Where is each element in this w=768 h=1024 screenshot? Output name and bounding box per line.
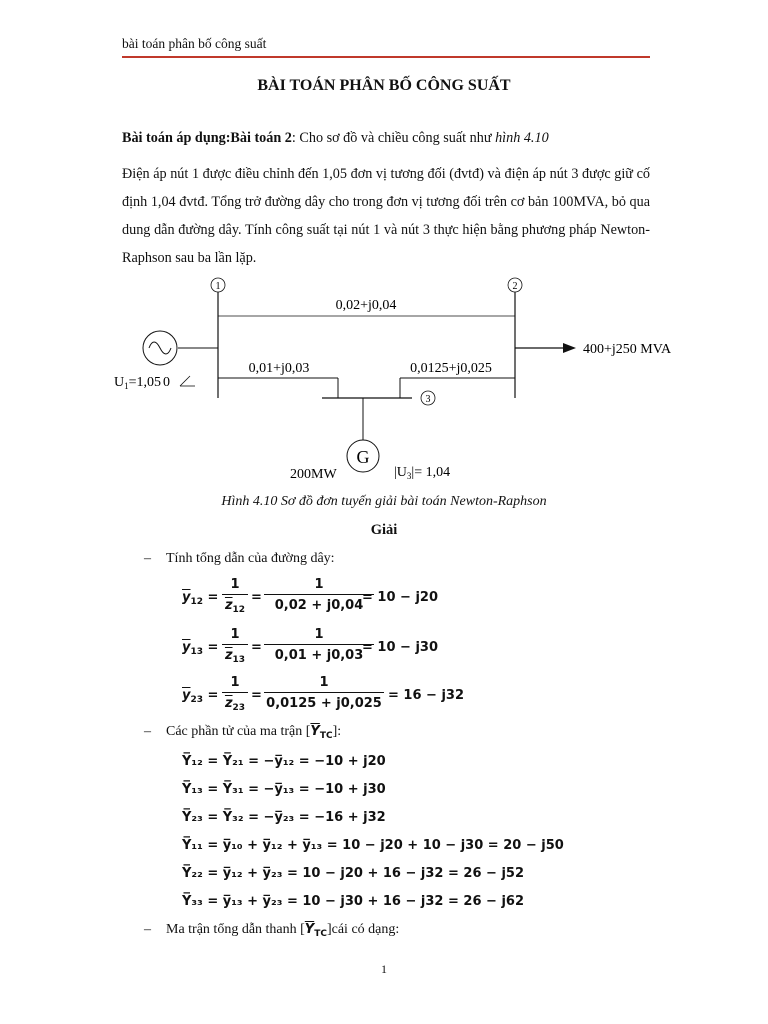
header-rule (122, 56, 650, 58)
problem-body: Điện áp nút 1 được điều chỉnh đến 1,05 đơn vị tương đối (đvtđ) và điện áp nút 3 được giữ cố định 1,04 đvtđ. Tổng trở đường dây cho trong đơn vị tương đối trên cơ bản 100MVA, bỏ qua dung dẫn đường dây. Tính công suất tại nút 1 và nút 3 thực hiện bằng phương pháp Newton-Raphson sau ba lần lặp. (122, 166, 650, 266)
impedance-13: 0,01+j0,03 (248, 361, 310, 376)
problem-label: Bài toán áp dụng:Bài toán 2 (122, 130, 292, 146)
bullet-matrix-form: – Ma trận tổng dẫn thanh $[\overline{Y}_{TC}]cái$ có dạng: (144, 922, 400, 939)
element-y13: Y̅₁₃ = Y̅₃₁ = −y̅₁₃ = −10 + j30 (182, 782, 386, 797)
problem-intro (122, 124, 650, 152)
adm-result-12: = 10 − j20 (362, 590, 439, 605)
element-y11: Y̅₁₁ = y̅₁₀ + y̅₁₂ + y̅₁₃ = 10 − j20 + 10 − j30 = 20 − j50 (182, 838, 564, 853)
adm-frac2-12: $\frac{1}{0,02 + j0,04}$ (264, 577, 374, 613)
generator-label: G (356, 447, 370, 467)
u1-label: $U_1=1,05$ 0 (114, 375, 171, 391)
adm-frac1-23: $\frac{1}{\overline{z}_{23}}$ (222, 675, 248, 713)
element-y12: Y̅₁₂ = Y̅₂₁ = −y̅₁₂ = −10 + j20 (182, 754, 386, 769)
impedance-23: 0,0125+j0,025 (410, 361, 492, 376)
element-y22: Y̅₂₂ = y̅₁₂ + y̅₂₃ = 10 − j20 + 16 − j32 = 26 − j52 (182, 866, 524, 881)
problem-intro-text: : Cho sơ đồ và chiều công suất như (291, 130, 496, 146)
impedance-12: 0,02+j0,04 (335, 298, 397, 313)
bullet-matrix-elements: – Các phần tử của ma trận $[\overline{Y}_{TC}]$: (144, 724, 342, 741)
element-y23: Y̅₂₃ = Y̅₃₂ = −y̅₂₃ = −16 + j32 (182, 810, 386, 825)
generator-power: 200MW (290, 467, 337, 482)
node-3-label: 3 (425, 394, 431, 405)
figure-ref: hình 4.10 (495, 130, 549, 146)
adm-lhs-12: $\overline{y}_{12}$ = (182, 590, 219, 607)
adm-result-13: = 10 − j30 (362, 640, 439, 655)
adm-frac2-13: $\frac{1}{0,01 + j0,03}$ (264, 627, 374, 663)
page-title: BÀI TOÁN PHÂN BỐ CÔNG SUẤT (257, 77, 511, 94)
running-header: bài toán phân bố công suất (122, 36, 267, 51)
solution-heading: Giải (370, 522, 398, 538)
page-number: 1 (381, 962, 387, 976)
adm-lhs-13: $\overline{y}_{13}$ = (182, 640, 219, 657)
adm-frac1-12: $\frac{1}{\overline{z}_{12}}$ (222, 577, 248, 615)
adm-frac1-13: $\frac{1}{\overline{z}_{13}}$ (222, 627, 248, 665)
one-line-diagram (0, 270, 768, 490)
adm-lhs-23: $\overline{y}_{23}$ = (182, 688, 219, 705)
adm-frac2-23: $\frac{1}{0,0125 + j0,025}$ (264, 675, 384, 711)
element-y33: Y̅₃₃ = y̅₁₃ + y̅₂₃ = 10 − j30 + 16 − j32 = 26 − j62 (182, 894, 524, 909)
figure-caption: Hình 4.10 Sơ đồ đơn tuyến giải bài toán Newton-Raphson (221, 494, 547, 509)
bullet-admittance-intro: – Tính tổng dẫn của đường dây: (144, 551, 335, 566)
u3-label: $|U_3|= 1,04$ (394, 465, 451, 481)
adm-result-23: = 16 − j32 (388, 688, 465, 703)
load-label: 400+j250 MVA (583, 342, 672, 357)
node-2-label: 2 (512, 281, 518, 292)
node-1-label: 1 (215, 281, 221, 292)
